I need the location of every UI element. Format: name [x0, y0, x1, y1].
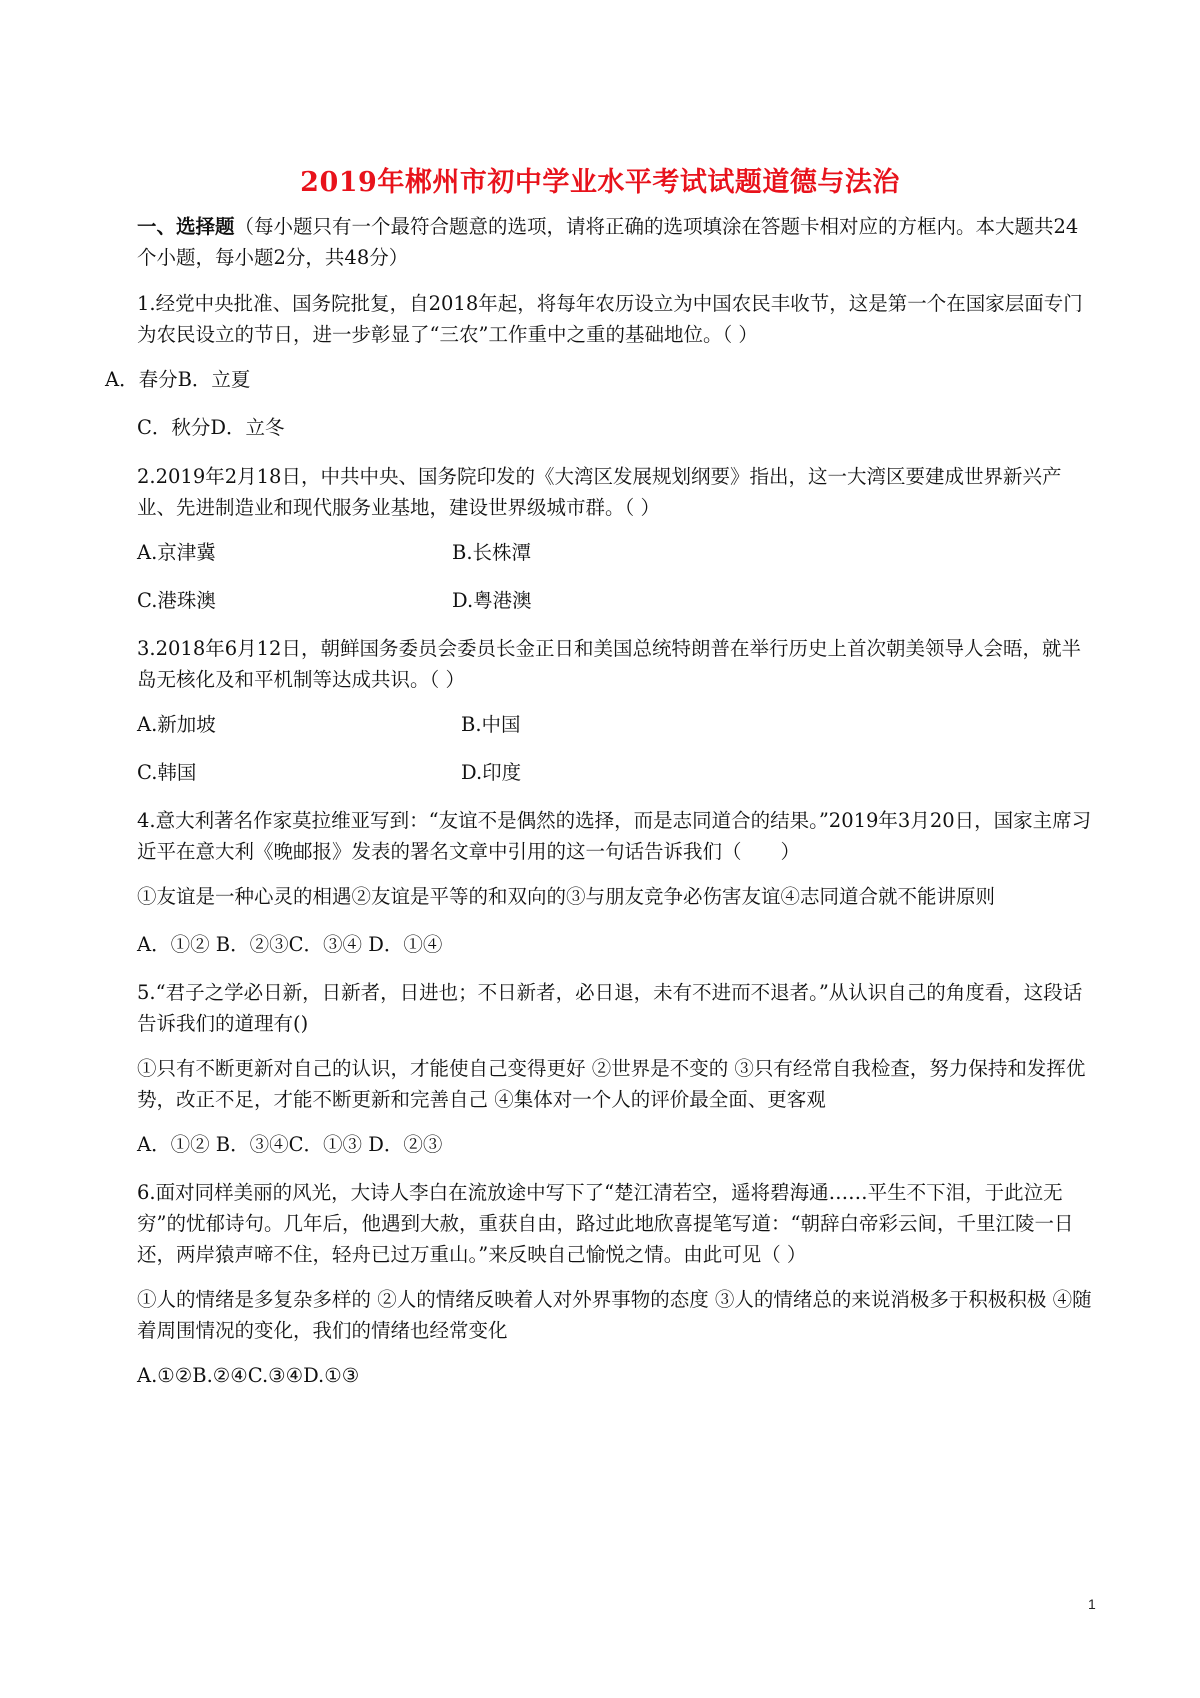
question-4-stem: 4.意大利著名作家莫拉维亚写到：“友谊不是偶然的选择，而是志同道合的结果。”2019年3月20日，国家主席习近平在意大利《晚邮报》发表的署名文章中引用的这一句话告诉我们（ ）	[137, 809, 1092, 863]
question-2-option-d: D.粤港澳	[452, 589, 532, 612]
question-1-options-cd: C．秋分D．立冬	[137, 416, 285, 439]
section-instructions-text: （每小题只有一个最符合题意的选项，请将正确的选项填涂在答题卡相对应的方框内。本大题共24个小题，每小题2分，共48分）	[137, 215, 1079, 269]
exam-title: 2019年郴州市初中学业水平考试试题道德与法治	[300, 167, 900, 198]
section-label: 一、选择题	[137, 215, 235, 238]
question-4-statements: ①友谊是一种心灵的相遇②友谊是平等的和双向的③与朋友竞争必伤害友谊④志同道合就不能讲原则	[137, 885, 996, 908]
question-3-option-d: D.印度	[461, 761, 522, 784]
page-number: 1	[1088, 1596, 1096, 1612]
question-1-stem: 1.经党中央批准、国务院批复，自2018年起，将每年农历设立为中国农民丰收节，这是第一个在国家层面专门为农民设立的节日，进一步彰显了“三农”工作重中之重的基础地位。（ ）	[137, 292, 1083, 346]
question-3-option-b: B.中国	[461, 713, 521, 736]
question-3-stem: 3.2018年6月12日，朝鲜国务委员会委员长金正日和美国总统特朗普在举行历史上首次朝美领导人会晤，就半岛无核化及和平机制等达成共识。（ ）	[137, 637, 1081, 691]
question-6-statements: ①人的情绪是多复杂多样的 ②人的情绪反映着人对外界事物的态度 ③人的情绪总的来说消极多于积极积极 ④随着周围情况的变化，我们的情绪也经常变化	[137, 1288, 1092, 1342]
question-5-statements: ①只有不断更新对自己的认识，才能使自己变得更好 ②世界是不变的 ③只有经常自我检查，努力保持和发挥优势，改正不足，才能不断更新和完善自己 ④集体对一个人的评价最全面、更客观	[137, 1057, 1086, 1111]
question-1-options-ab: A．春分B．立夏	[105, 368, 251, 391]
question-3-option-a: A.新加坡	[137, 713, 216, 736]
question-3-option-c: C.韩国	[137, 761, 197, 784]
question-6-options: A.①②B.②④C.③④D.①③	[137, 1364, 360, 1387]
question-2-stem: 2.2019年2月18日，中共中央、国务院印发的《大湾区发展规划纲要》指出，这一大湾区要建成世界新兴产业、先进制造业和现代服务业基地，建设世界级城市群。（ ）	[137, 465, 1062, 519]
section-instructions	[137, 211, 1097, 273]
question-5-stem: 5.“君子之学必日新，日新者，日进也；不日新者，必日退，未有不进而不退者。”从认识自己的角度看，这段话告诉我们的道理有()	[137, 981, 1083, 1035]
question-4-options: A．①② B．②③C．③④ D．①④	[137, 933, 443, 956]
question-5-options: A．①② B．③④C．①③ D．②③	[137, 1133, 443, 1156]
question-2-option-a: A.京津冀	[137, 541, 216, 564]
question-2-option-c: C.港珠澳	[137, 589, 216, 612]
question-2-option-b: B.长株潭	[452, 541, 532, 564]
question-6-stem: 6.面对同样美丽的风光，大诗人李白在流放途中写下了“楚江清若空，遥将碧海通……平生不下泪，于此泣无穷”的忧郁诗句。几年后，他遇到大赦，重获自由，路过此地欣喜提笔写道：“朝辞白帝彩云间，千里江陵一日还，两岸猿声啼不住，轻舟已过万重山。”来反映自己愉悦之情。由此可见（ ）	[137, 1181, 1074, 1266]
